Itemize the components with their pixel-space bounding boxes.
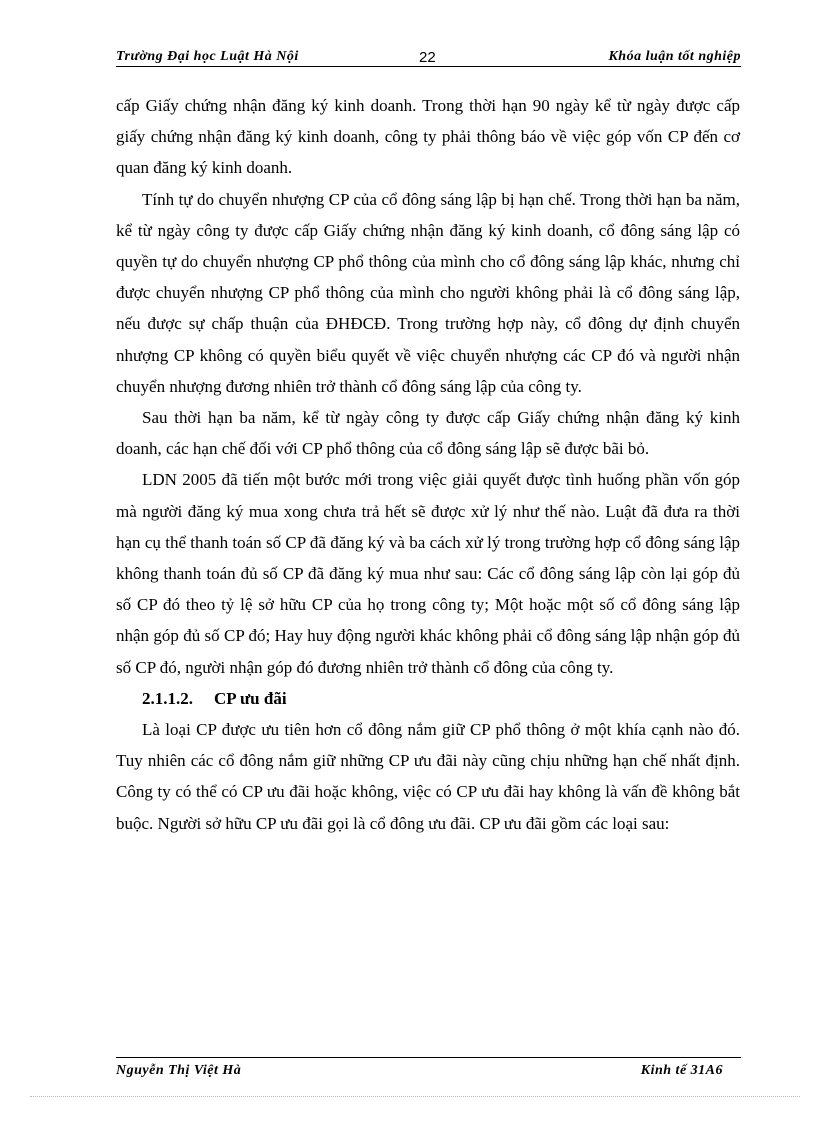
page-header <box>116 48 741 67</box>
section-title: CP ưu đãi <box>214 688 287 708</box>
body-text <box>116 90 740 839</box>
paragraph-ldn-2005: LDN 2005 đã tiến một bước mới trong việc giải quyết được tình huống phần vốn góp mà người đăng ký mua xong chưa trả hết sẽ được xử lý như thế nào. Luật đã đưa ra thời hạn cụ thể thanh toán số CP đã đăng ký và ba cách xử lý trong trường hợp cổ đông sáng lập không thanh toán đủ số CP đã đăng ký mua như sau: Các cổ đông sáng lập còn lại góp đủ số CP đó theo tỷ lệ sở hữu CP của họ trong công ty; Một hoặc một số cổ đông sáng lập nhận góp đủ số CP đó; Hay huy động người khác không phải cổ đông sáng lập nhận góp đủ số CP đó, người nhận góp đó đương nhiên trở thành cổ đông của công ty. <box>116 470 740 677</box>
header-school-name: Trường Đại học Luật Hà Nội <box>116 49 299 64</box>
paragraph-three-years: Sau thời hạn ba năm, kể từ ngày công ty được cấp Giấy chứng nhận đăng ký kinh doanh, các hạn chế đối với CP phổ thông của cổ đông sáng lập sẽ được bãi bỏ. <box>116 408 740 459</box>
paragraph-preferred-shares: Là loại CP được ưu tiên hơn cổ đông nắm giữ CP phổ thông ở một khía cạnh nào đó. Tuy nhiên các cổ đông nắm giữ những CP ưu đãi này cũng chịu những hạn chế nhất định. Công ty có thể có CP ưu đãi hoặc không, việc có CP ưu đãi hay không là vấn đề không bắt buộc. Người sở hữu CP ưu đãi gọi là cổ đông ưu đãi. CP ưu đãi gồm các loại sau: <box>116 720 740 833</box>
paragraph-continuation: cấp Giấy chứng nhận đăng ký kinh doanh. Trong thời hạn 90 ngày kể từ ngày được cấp giấy chứng nhận đăng ký kinh doanh, công ty phải thông báo về việc góp vốn CP đến cơ quan đăng ký kinh doanh. <box>116 96 740 178</box>
page-footer <box>116 1057 741 1082</box>
page-edge-divider <box>30 1096 800 1097</box>
section-heading <box>116 683 740 714</box>
section-number: 2.1.1.2. <box>142 688 193 708</box>
header-document-type: Khóa luận tốt nghiệp <box>608 49 741 64</box>
paragraph-transfer-restriction: Tính tự do chuyển nhượng CP của cổ đông sáng lập bị hạn chế. Trong thời hạn ba năm, kể từ ngày công ty được cấp Giấy chứng nhận đăng ký kinh doanh, cổ đông sáng lập có quyền tự do chuyển nhượng CP phổ thông của mình cho cổ đông sáng lập khác, nhưng chỉ được chuyển nhượng CP phổ thông của mình cho người không phải là cổ đông sáng lập, nếu được sự chấp thuận của ĐHĐCĐ. Trong trường hợp này, cổ đông dự định chuyển nhượng CP không có quyền biểu quyết về việc chuyển nhượng các CP đó và người nhận chuyển nhượng đương nhiên trở thành cổ đông sáng lập của công ty. <box>116 189 740 396</box>
header-page-number: 22 <box>419 49 436 66</box>
footer-author: Nguyễn Thị Việt Hà <box>116 1063 242 1078</box>
footer-class: Kinh tế 31A6 <box>640 1063 723 1078</box>
